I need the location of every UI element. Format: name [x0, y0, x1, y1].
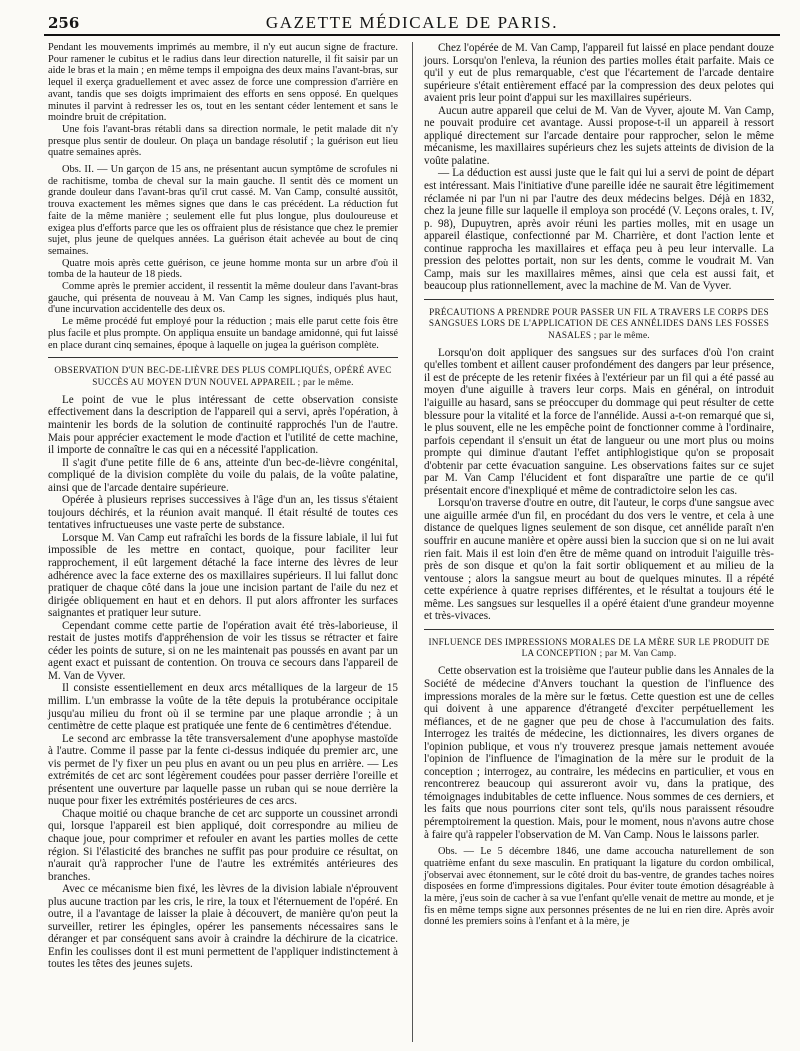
paragraph: — La déduction est aussi juste que le fait qui lui a servi de point de départ est intéressant. Mais l'initiative d'une pareille idée ne saurait être légitimement réclamée ni par l'un ni par l'autre des deux médecins belges. Déjà en 1832, chez la jeune fille sur laquelle il employa son procédé (V. Leçons orales, t. IV, p. 98), Dupuytren, après avoir réuni les parties molles, mit en usage un appareil élastique, confectionné par M. Charrière, et dont l'action lente et continue rapprocha les maxillaires et effaça peu à peu leur intervalle. La pression des pelottes portait, non sur les dents, comme le voudrait M. Van Camp, mais sur les maxillaires mêmes, ainsi que cela est aussi fait, et beaucoup plus rationnellement, avec la machine de M. Van de Vyver.: [424, 167, 774, 293]
paragraph: Le même procédé fut employé pour la réduction ; mais elle parut cette fois être plus facile et plus prompte. On appliqua ensuite un bandage amidonné, qui fut laissé en place durant cinq semaines, époque à laquelle on jugea la guérison complète.: [48, 316, 398, 351]
section-rule: [48, 357, 398, 358]
paragraph: Chez l'opérée de M. Van Camp, l'appareil fut laissé en place pendant douze jours. Lorsqu'on l'enleva, la réunion des parties molles était parfaite. Mais ce qu'il y eut de plus remarquable, c'est que l'écartement de l'arcade dentaire supérieure s'était entièrement effacé par la compression des deux pelotes qui avaient pris leur point d'appui sur les maxillaires supérieurs.: [424, 42, 774, 105]
paragraph: Il s'agit d'une petite fille de 6 ans, atteinte d'un bec-de-lièvre congénital, compliqué de la division complète du voile du palais, de la voûte palatine, ainsi que de l'arcade dentaire supérieure.: [48, 456, 398, 494]
paragraph: Une fois l'avant-bras rétabli dans sa direction normale, le petit malade dit n'y presque plus sentir de douleur. On plaça un bandage résolutif ; la guérison eut lieu quatre semaines après.: [48, 123, 398, 159]
paragraph: Comme après le premier accident, il ressentit la même douleur dans l'avant-bras gauche, qui présenta de nouveau à M. Van Camp les signes, indiqués plus haut, d'une incurvation accidentelle des deux os.: [48, 281, 398, 316]
paragraph: Opérée à plusieurs reprises successives à l'âge d'un an, les tissus s'étaient toujours déchirés, et la réunion avait manqué. Il était résulté de toutes ces tentatives infructueuses une vaste perte de substance.: [48, 494, 398, 532]
paragraph: Quatre mois après cette guérison, ce jeune homme monta sur un arbre d'où il tomba de la hauteur de 18 pieds.: [48, 257, 398, 281]
paragraph: Lorsque M. Van Camp eut rafraîchi les bords de la fissure labiale, il lui fut impossible de les mettre en contact, quoique, pour faciliter leur rapprochement, il eût largement détaché la face interne des lèvres de leur adhérence avec la face externe des os maxillaires supérieurs. Il lui fallut donc pratiquer de chaque côté dans la joue une incision partant de l'aile du nez et dirigée obliquement en haut et en dehors. Il put alors affronter les surfaces saignantes et pratiquer leur suture.: [48, 531, 398, 620]
section-rule: [424, 629, 774, 630]
column-divider: [412, 42, 413, 1042]
section-heading-sangsues: PRÉCAUTIONS A PRENDRE POUR PASSER UN FIL A TRAVERS LE CORPS DES SANGSUES LORS DE L'APPLICATION DE CES ANNÉLIDES DANS LES FOSSES NASALES ; par le même.: [428, 306, 770, 340]
paragraph: Il consiste essentiellement en deux arcs métalliques de la largeur de 15 millim. L'un embrasse la voûte de la tête depuis la protubérance occipitale jusqu'au milieu du front où il se termine par une plaque arrondie ; à un centimètre de cette plaque est pratiquée une fente de 6 centimètres d'étendue.: [48, 682, 398, 733]
paragraph: Pendant les mouvements imprimés au membre, il n'y eut aucun signe de fracture. Pour ramener le cubitus et le radius dans leur direction naturelle, il fit saisir par un aide le bras et la main ; en même temps il empoigna des deux mains l'avant-bras, sur lequel il exerça graduellement et avec assez de force une compression d'arrière en avant, tandis que ses doigts imprimaient des efforts en sens opposé. En quelques minutes il parvint à redresser les os, tout en les sentant céder lentement et sans le moindre bruit de crépitation.: [48, 42, 398, 124]
paragraph: Avec ce mécanisme bien fixé, les lèvres de la division labiale n'éprouvent plus aucune traction par les cris, le rire, la toux et l'éternuement de l'opéré. En outre, il a l'avantage de laisser la plaie à découvert, de manière qu'on peut la surveiller, retirer les épingles, opérer les pansements nécessaires sans le déranger et par conséquent sans avoir à craindre la déchirure de la cicatrice. Enfin les coulisses dont il est muni permettent de l'appliquer indistinctement à toutes les têtes des jeunes sujets.: [48, 883, 398, 971]
journal-title: GAZETTE MÉDICALE DE PARIS.: [265, 13, 559, 32]
paragraph: Chaque moitié ou chaque branche de cet arc supporte un coussinet arrondi qui, lorsque l'appareil est bien appliqué, doit correspondre au milieu de chaque joue, pour comprimer et refouler en avant les parties molles de cette région. Si l'élasticité des branches ne suffit pas pour produire ce résultat, on n'aurait qu'à rapprocher l'une de l'autre les extrémités antérieures des branches.: [48, 807, 398, 883]
paragraph: Le second arc embrasse la tête transversalement d'une apophyse mastoïde à l'autre. Comme il passe par la fente ci-dessus indiquée du premier arc, une vis permet de l'y fixer un peu plus en avant ou un peu plus en arrière. — Les extrémités de cet arc sont légèrement coudées pour passer derrière l'oreille et présentent une ouverture par laquelle passe un ruban qui se noue derrière la nuque pour fixer les extrémités postérieures de ces arcs.: [48, 732, 398, 808]
section-rule: [424, 299, 774, 300]
paragraph: Lorsqu'on traverse d'outre en outre, dit l'auteur, le corps d'une sangsue avec une aiguille armée d'un fil, en procédant du dos vers le ventre, et cela à une distance de quelques lignes seulement de son disque, cet annélide paraît n'en souffrir en aucune manière et opère aussi bien la succion que si on ne lui avait rien fait. Mais il est loin d'en être de même quand on introduit l'aiguille très-près de son disque et qu'on la fait sortir obliquement et au milieu de la ventouse ; alors la sangsue meurt au bout de quelques minutes. Il a répété cette expérience à quatre reprises différentes, et le résultat a toujours été le même. Les sangsues sur lesquelles il a opéré étaient d'une grandeur moyenne et très-vivaces.: [424, 497, 774, 623]
section-heading-impressions-morales: INFLUENCE DES IMPRESSIONS MORALES DE LA MÈRE SUR LE PRODUIT DE LA CONCEPTION ; par M. Van Camp.: [428, 636, 770, 659]
paragraph: Cette observation est la troisième que l'auteur publie dans les Annales de la Société de médecine d'Anvers touchant la question de l'influence des impressions morales de la mère sur le fœtus. Cette question est une de celles qui doivent à une apparence d'étrangeté d'exciter perpétuellement les méfiances, et de ne gagner que peu de chose à l'accumulation des faits. Interrogez les traités de médecine, les dictionnaires, les divers organes de l'opinion publique, et vous n'y trouverez presque jamais nettement avouée l'opinion de l'influence de l'imagination de la mère sur le produit de la conception ; interrogez, au contraire, les médecins en particulier, et vous en rencontrerez beaucoup qui assureront avoir vu, dans la pratique, des témoignages indubitables de cette influence. Nous sommes de ces derniers, et les faits que nous pourrions citer sont tels, qu'ils nous paraissent résoudre péremptoirement la question. Mais, pour le moment, nous n'avons autre chose à faire qu'à rappeler l'observation de M. Van Camp. Nous le laissons parler.: [424, 665, 774, 841]
page-header: [44, 10, 780, 36]
paragraph: Cependant comme cette partie de l'opération avait été très-laborieuse, il restait de justes motifs d'appréhension de voir les tissus se rétracter et faire céder les points de suture, si on ne les maintenait pas poussés en avant par un agent exact et puissant de contention. On trouva ce secours dans l'appareil de M. Van de Vyver.: [48, 619, 398, 682]
paragraph: Le point de vue le plus intéressant de cette observation consiste effectivement dans la description de l'appareil qui a servi, après l'opération, à maintenir les bords de la solution de continuité rapprochés l'un de l'autre. Mais pour apprécier exactement le mode d'action et l'utilité de cette machine, il importe de connaître le cas qui en a nécessité l'application.: [48, 393, 398, 457]
observation-2: Obs. II. — Un garçon de 15 ans, ne présentant aucun symptôme de scrofules ni de rachitisme, tomba de cheval sur la main gauche. Il sentit dès ce moment un grande douleur dans l'avant-bras qu'il crut cassé. M. Van Camp, consulté aussitôt, trouva exactement les mêmes signes que dans le cas précédent. La réduction fut faite de la même manière ; seulement elle fut plus longue, plus douloureuse et exigea plus d'efforts parce que les os offraient plus de résistance que chez le premier sujet, plus jeune de quelques années. La guérison était achevée au bout de cinq semaines.: [48, 164, 398, 257]
paragraph: Aucun autre appareil que celui de M. Van de Vyver, ajoute M. Van Camp, ne pouvait produire cet avantage. Aussi propose-t-il un appareil à ressort appliqué directement sur l'arcade dentaire pour rapprocher, selon le même mécanisme, les maxillaires supérieurs chez les sujets atteints de division de la voûte palatine.: [424, 104, 774, 167]
right-column: [424, 42, 774, 928]
page-number: 256: [48, 14, 80, 32]
left-column: [48, 42, 398, 971]
paragraph: Lorsqu'on doit appliquer des sangsues sur des surfaces d'où l'on craint qu'elles tombent et aillent causer profondément des dangers par leur présence, il est de précepte de les retenir fixées à l'extérieur par un fil qui a été passé au moyen d'une aiguille à travers leur corps. Mais en général, on introduit l'aiguille au hasard, sans se préoccuper du dommage qui peut résulter de cette blessure pour la vitalité et la force de l'annélide. Aussi a-t-on remarqué que si, le plus souvent, elle ne les empêche point de fonctionner comme à l'ordinaire, parfois cependant il s'ensuit un état de langueur ou une mort plus ou moins prompte qui diminue d'autant l'effet antiphlogistique qu'on se proposait d'obtenir par cette évacuation sanguine. Les observations faites sur ce sujet par M. Van Camp l'élucident et font disparaître une partie de ce qu'il présentait encore d'inexpliqué et même de contradictoire selon les cas.: [424, 346, 774, 497]
section-heading-bec-de-lievre: OBSERVATION D'UN BEC-DE-LIÈVRE DES PLUS COMPLIQUÉS, OPÉRÉ AVEC SUCCÈS AU MOYEN D'UN NOUVEL APPAREIL ; par le même.: [54, 365, 392, 387]
observation-paragraph: Obs. — Le 5 décembre 1846, une dame accoucha naturellement de son quatrième enfant du sexe masculin. En pratiquant la ligature du cordon ombilical, j'observai avec étonnement, sur le côté droit du bas-ventre, de grandes taches noires disposées en forme d'impressions digitales. Pour éviter toute émotion désagréable à la mère, j'eus soin de cacher à sa vue l'enfant qu'elle venait de mettre au monde, et je fis en même temps signe aux personnes présentes de ne lui en rien dire. Après avoir donné les premiers soins à l'enfant et à la mère, je: [424, 846, 774, 928]
